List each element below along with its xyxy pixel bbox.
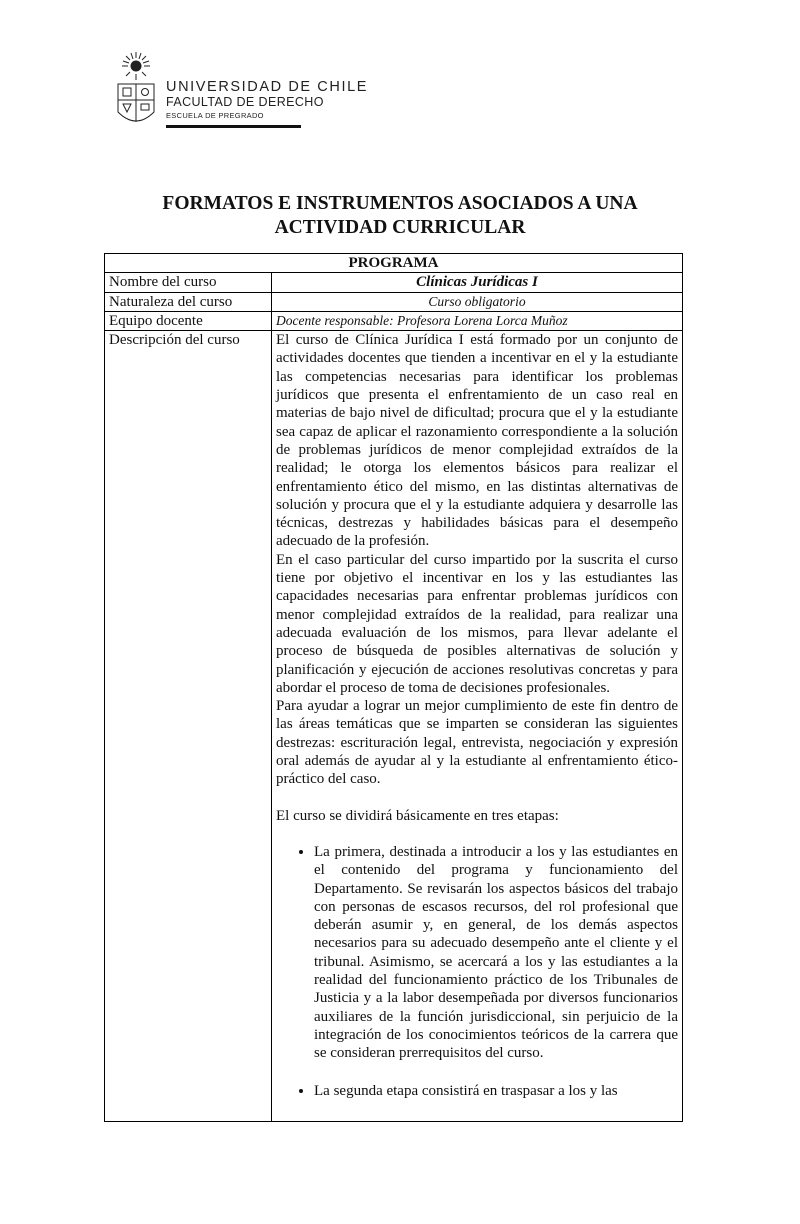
table-heading: PROGRAMA [105,254,683,273]
university-name: UNIVERSIDAD DE CHILE [166,79,369,95]
title-line-1: FORMATOS E INSTRUMENTOS ASOCIADOS A UNA [162,193,638,214]
row-label: Descripción del curso [105,331,272,1122]
table-row [105,273,683,292]
description-paragraph: Para ayudar a lograr un mejor cumplimiento de este fin dentro de las áreas temáticas que se imparten se consideran las siguientes destrezas: escrituración legal, entrevista, negociación y expresión oral además de ayudar al y la estudiante al enfrentamiento ético-práctico del caso. [276,698,678,788]
description-paragraph: El curso de Clínica Jurídica I está formado por un conjunto de actividades docentes que tienden a incentivar en el y la estudiante las competencias necesarias para identificar los problemas jurídicos que presenta el enfrentamiento de un caso real en materias de bajo nivel de dificultad; procura que el y la estudiante sea capaz de aplicar el razonamiento correspondiente a la solución de problemas jurídicos de menor complejidad extraídos de la realidad; le otorga los elementos básicos para realizar el enfrentamiento ético del mismo, en las distintas alternativas de solución y procura que el y la estudiante adquiera y desarrolle las técnicas, destrezas y habilidades básicas para el desempeño adecuado de la profesión. [276,332,678,550]
table-row [105,331,683,1122]
course-description [272,331,683,1122]
stages-list [276,843,678,1101]
list-item: • La segunda etapa consistirá en traspasar a los y las [314,1082,678,1100]
row-label: Nombre del curso [105,273,272,292]
row-label: Equipo docente [105,311,272,330]
course-nature-value: Curso obligatorio [272,292,683,311]
document-title [0,192,800,240]
table-header-row [105,254,683,273]
logo-divider [166,125,301,128]
course-name-value: Clínicas Jurídicas I [272,273,683,292]
faculty-name: FACULTAD DE DERECHO [166,95,324,109]
university-seal-icon [112,50,160,132]
row-label: Naturaleza del curso [105,292,272,311]
description-paragraph: El curso se dividirá básicamente en tres etapas: [276,807,559,824]
teaching-team-value: Docente responsable: Profesora Lorena Lorca Muñoz [272,311,683,330]
program-table [104,253,683,1122]
school-name: ESCUELA DE PREGRADO [166,111,264,120]
table-row [105,311,683,330]
list-item: • La primera, destinada a introducir a los y las estudiantes en el contenido del programa y funcionamiento del Departamento. Se revisarán los aspectos básicos del trabajo con personas de escasos recursos, del rol profesional que deberán asumir y, en general, de los demás aspectos necesarios para su adecuado desempeño ante el cliente y el tribunal. Asimismo, se acercará a los y las estudiantes a la realidad del funcionamiento práctico de los Tribunales de Justicia y a la labor desempeñada por diversos funcionarios auxiliares de la función jurisdiccional, sin perjuicio de la integración de los conocimientos teóricos de la carrera que se consideran prerrequisitos del curso. [314,843,678,1063]
description-paragraph: En el caso particular del curso impartido por la suscrita el curso tiene por objetivo el incentivar en los y las estudiantes las capacidades necesarias para enfrentar problemas jurídicos con menor complejidad extraídos de la realidad, para realizar una adecuada evaluación de los mismos, para llevar adelante el proceso de búsqueda de posibles alternativas de solución y planificación y ejecución de acciones resolutivas concretas y para abordar el proceso de toma de decisiones profesionales. [276,551,678,696]
title-line-2: ACTIVIDAD CURRICULAR [274,217,526,238]
table-row [105,292,683,311]
